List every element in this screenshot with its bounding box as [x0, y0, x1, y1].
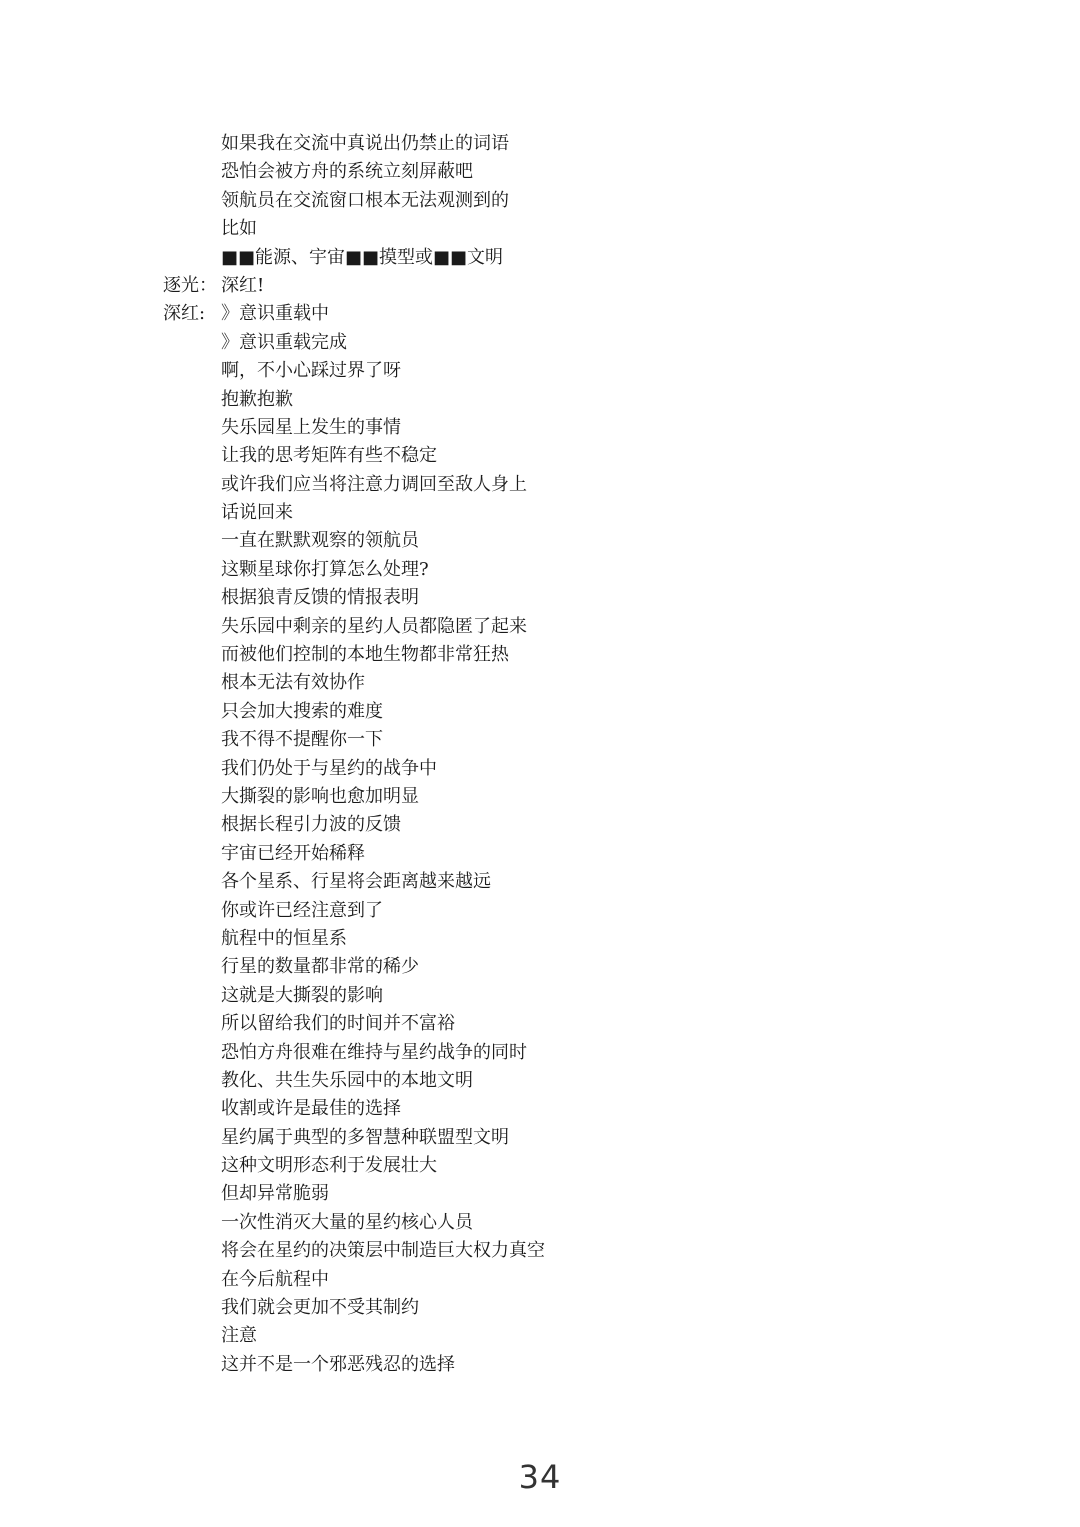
dialogue-text: 》意识重载中: [221, 303, 329, 325]
script-line: [0, 1237, 1080, 1265]
dialogue-text: 领航员在交流窗口根本无法观测到的: [221, 189, 509, 211]
page-number: 34: [518, 1458, 562, 1496]
dialogue-text: 》意识重载完成: [221, 331, 347, 353]
dialogue-text: 我不得不提醒你一下: [221, 729, 383, 751]
script-line: [0, 726, 1080, 754]
script-body: [0, 130, 1080, 1379]
script-line: [0, 925, 1080, 953]
script-line: [0, 442, 1080, 470]
dialogue-text: 根据长程引力波的反馈: [221, 814, 401, 836]
dialogue-text: 让我的思考矩阵有些不稳定: [221, 445, 437, 467]
dialogue-text: 这颗星球你打算怎么处理?: [221, 558, 429, 580]
dialogue-text: 星约属于典型的多智慧种联盟型文明: [221, 1126, 509, 1148]
script-line: [0, 1152, 1080, 1180]
script-line: [0, 357, 1080, 385]
dialogue-text: 恐怕会被方舟的系统立刻屏蔽吧: [221, 161, 473, 183]
speaker-label: 逐光：: [163, 274, 217, 296]
dialogue-text: 如果我在交流中真说出仍禁止的词语: [221, 133, 509, 154]
script-line: [0, 1067, 1080, 1095]
script-line: [0, 386, 1080, 414]
dialogue-text: 一直在默默观察的领航员: [221, 530, 419, 552]
script-line: [0, 1010, 1080, 1038]
script-line: [0, 1294, 1080, 1322]
script-line: [0, 1180, 1080, 1208]
dialogue-text: 而被他们控制的本地生物都非常狂热: [221, 644, 509, 666]
dialogue-text: 将会在星约的决策层中制造巨大权力真空: [221, 1240, 545, 1262]
script-line: [0, 1322, 1080, 1350]
script-line: [0, 158, 1080, 186]
script-line: [0, 499, 1080, 527]
dialogue-text: 所以留给我们的时间并不富裕: [221, 1013, 455, 1035]
script-line: [0, 811, 1080, 839]
dialogue-text: 大撕裂的影响也愈加明显: [221, 785, 419, 807]
dialogue-text: 根据狼青反馈的情报表明: [221, 587, 419, 609]
dialogue-text: 深红!: [221, 274, 265, 296]
dialogue-text: 抱歉抱歉: [221, 388, 293, 410]
script-line: [0, 953, 1080, 981]
dialogue-text: 在今后航程中: [221, 1268, 329, 1290]
script-line: [0, 215, 1080, 243]
speaker-label: 深红:: [163, 303, 206, 325]
dialogue-text: 失乐园中剩亲的星约人员都隐匿了起来: [221, 615, 527, 637]
script-line: [0, 1209, 1080, 1237]
script-line: [0, 755, 1080, 783]
dialogue-text: 你或许已经注意到了: [221, 899, 383, 921]
script-line: [0, 527, 1080, 555]
script-line: [0, 1039, 1080, 1067]
dialogue-text: 比如: [221, 218, 257, 240]
dialogue-text: 话说回来: [221, 502, 293, 524]
script-line: [0, 300, 1080, 328]
script-line: [0, 783, 1080, 811]
script-line: [0, 1351, 1080, 1379]
script-line: [0, 868, 1080, 896]
dialogue-text: 航程中的恒星系: [221, 927, 347, 949]
script-line: [0, 669, 1080, 697]
script-line: [0, 130, 1080, 158]
script-line: [0, 471, 1080, 499]
dialogue-text: 我们仍处于与星约的战争中: [221, 757, 437, 779]
dialogue-text: ■■能源、宇宙■■摸型或■■文明: [221, 246, 504, 268]
dialogue-text: 宇宙已经开始稀释: [221, 842, 365, 864]
dialogue-text: 行星的数量都非常的稀少: [221, 956, 419, 978]
script-line: [0, 982, 1080, 1010]
dialogue-text: 恐怕方舟很难在维持与星约战争的同时: [221, 1041, 527, 1063]
script-line: [0, 414, 1080, 442]
dialogue-text: 教化、共生失乐园中的本地文明: [221, 1069, 473, 1091]
dialogue-text: 注意: [221, 1325, 257, 1347]
dialogue-text: 这种文明形态利于发展壮大: [221, 1155, 437, 1177]
script-line: [0, 584, 1080, 612]
dialogue-text: 收割或许是最佳的选择: [221, 1098, 401, 1120]
script-line: [0, 272, 1080, 300]
dialogue-text: 各个星系、行星将会距离越来越远: [221, 871, 491, 893]
dialogue-text: 这并不是一个邪恶残忍的选择: [221, 1353, 455, 1375]
script-line: [0, 897, 1080, 925]
script-line: [0, 556, 1080, 584]
dialogue-text: 我们就会更加不受其制约: [221, 1297, 419, 1319]
dialogue-text: 只会加大搜索的难度: [221, 700, 383, 722]
script-line: [0, 1266, 1080, 1294]
script-line: [0, 1095, 1080, 1123]
script-line: [0, 613, 1080, 641]
script-line: [0, 244, 1080, 272]
script-line: [0, 1124, 1080, 1152]
dialogue-text: 一次性消灭大量的星约核心人员: [221, 1211, 473, 1233]
dialogue-text: 啊，不小心踩过界了呀: [221, 360, 401, 382]
dialogue-text: 失乐园星上发生的事情: [221, 416, 401, 438]
script-line: [0, 187, 1080, 215]
script-line: [0, 329, 1080, 357]
script-line: [0, 698, 1080, 726]
dialogue-text: 这就是大撕裂的影响: [221, 984, 383, 1006]
dialogue-text: 但却异常脆弱: [221, 1183, 329, 1205]
dialogue-text: 根本无法有效协作: [221, 672, 365, 694]
script-line: [0, 840, 1080, 868]
script-line: [0, 641, 1080, 669]
dialogue-text: 或许我们应当将注意力调回至敌人身上: [221, 473, 527, 495]
